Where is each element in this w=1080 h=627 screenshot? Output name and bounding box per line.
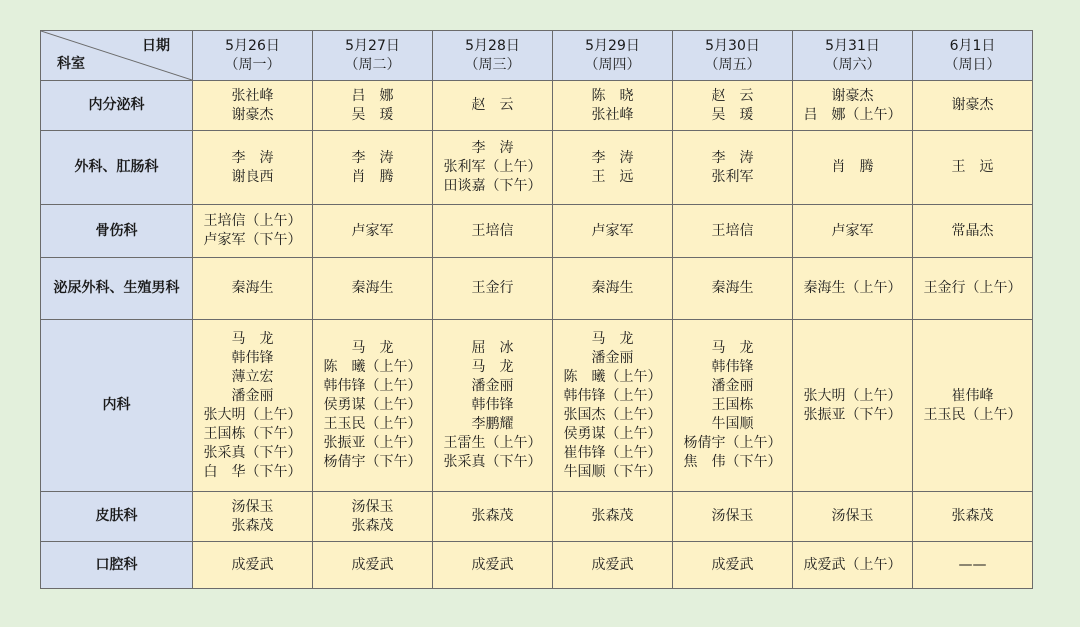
doctor-entry: 赵 云 <box>471 97 514 113</box>
schedule-cell <box>793 81 913 131</box>
schedule-body <box>41 81 1033 589</box>
schedule-cell <box>913 131 1033 205</box>
schedule-cell <box>313 205 433 258</box>
day-header <box>913 31 1033 81</box>
doctor-entry: 成爱武 <box>231 556 274 573</box>
dept-cell <box>41 320 193 492</box>
doctor-entry: 牛国顺 <box>711 416 754 432</box>
table-row <box>41 542 1033 589</box>
table-row <box>41 131 1033 205</box>
dept-label: 皮肤科 <box>95 508 138 524</box>
schedule-cell <box>193 205 313 258</box>
schedule-cell <box>913 542 1033 589</box>
doctor-entry: 卢家军 <box>591 222 634 239</box>
schedule-cell <box>313 542 433 589</box>
schedule-cell <box>913 258 1033 320</box>
schedule-cell <box>313 258 433 320</box>
doctor-entry: 侯勇谋（上午） <box>563 425 662 442</box>
doctor-entry: 李鹏耀 <box>471 416 514 432</box>
table-row <box>41 81 1033 131</box>
doctor-entry: 杨倩宇（下午） <box>323 454 422 470</box>
doctor-entry: 肖 腾 <box>831 159 874 175</box>
dept-label: 泌尿外科、生殖男科 <box>53 280 180 296</box>
doctor-entry: 薄立宏 <box>231 368 274 385</box>
day-header <box>553 31 673 81</box>
day-weekday: （周一） <box>224 56 281 73</box>
doctor-entry: 汤保玉 <box>711 508 754 524</box>
doctor-entry: 马 龙 <box>591 330 634 347</box>
day-weekday: （周日） <box>944 56 1001 73</box>
dept-label: 外科、肛肠科 <box>74 159 159 175</box>
schedule-cell <box>313 81 433 131</box>
doctor-entry: 杨倩宇（上午） <box>683 435 782 451</box>
doctor-entry: 张振亚（下午） <box>803 406 902 423</box>
doctor-entry: 谢良西 <box>231 168 274 185</box>
schedule-cell <box>913 205 1033 258</box>
dept-cell <box>41 81 193 131</box>
day-date: 5月30日 <box>705 37 760 54</box>
doctor-entry: 张森茂 <box>351 517 394 534</box>
duty-schedule-table <box>40 30 1033 589</box>
doctor-entry: 陈 曦（上午） <box>323 359 422 375</box>
day-date: 5月29日 <box>585 37 640 54</box>
doctor-entry: 谢豪杰 <box>831 87 874 104</box>
doctor-entry: 张社峰 <box>591 106 634 123</box>
doctor-entry: 王雷生（上午） <box>443 435 542 451</box>
doctor-entry: 卢家军（下午） <box>203 232 302 248</box>
doctor-entry: 张采真（下午） <box>443 454 542 470</box>
schedule-cell <box>553 205 673 258</box>
day-date: 6月1日 <box>949 37 996 54</box>
doctor-entry: 王玉民（上午） <box>323 416 422 432</box>
doctor-entry: 张森茂 <box>471 508 514 524</box>
schedule-cell <box>553 492 673 542</box>
doctor-entry: —— <box>958 556 987 573</box>
day-date: 5月26日 <box>225 37 280 54</box>
schedule-cell <box>193 81 313 131</box>
doctor-entry: 秦海生 <box>231 280 274 296</box>
schedule-cell <box>193 258 313 320</box>
schedule-cell <box>433 131 553 205</box>
doctor-entry: 李 涛 <box>351 149 394 166</box>
dept-cell <box>41 492 193 542</box>
doctor-entry: 陈 晓 <box>591 87 634 104</box>
doctor-entry: 陈 曦（上午） <box>563 368 662 385</box>
schedule-cell <box>673 258 793 320</box>
day-date: 5月28日 <box>465 37 520 54</box>
doctor-entry: 张采真（下午） <box>203 444 302 461</box>
doctor-entry: 秦海生 <box>591 280 634 296</box>
schedule-cell <box>313 320 433 492</box>
schedule-cell <box>433 492 553 542</box>
schedule-cell <box>673 320 793 492</box>
doctor-entry: 常晶杰 <box>951 222 994 239</box>
doctor-entry: 焦 伟（下午） <box>683 454 782 470</box>
doctor-entry: 王培信 <box>471 222 514 239</box>
schedule-cell <box>793 258 913 320</box>
day-header <box>433 31 553 81</box>
day-header <box>313 31 433 81</box>
day-date: 5月31日 <box>825 37 880 54</box>
schedule-cell <box>193 542 313 589</box>
doctor-entry: 张森茂 <box>591 508 634 524</box>
dept-label: 口腔科 <box>95 556 138 573</box>
schedule-cell <box>193 492 313 542</box>
corner-dept-label: 科室 <box>57 56 85 72</box>
doctor-entry: 潘金丽 <box>471 378 514 394</box>
doctor-entry: 卢家军 <box>351 222 394 239</box>
doctor-entry: 吴 瑗 <box>711 106 754 123</box>
doctor-entry: 潘金丽 <box>591 349 634 366</box>
day-header <box>673 31 793 81</box>
dept-cell <box>41 258 193 320</box>
table-row <box>41 320 1033 492</box>
schedule-cell <box>313 492 433 542</box>
schedule-cell <box>913 492 1033 542</box>
dept-label: 内分泌科 <box>88 97 145 113</box>
doctor-entry: 张森茂 <box>951 508 994 524</box>
schedule-cell <box>553 258 673 320</box>
schedule-cell <box>793 542 913 589</box>
schedule-cell <box>313 131 433 205</box>
dept-cell <box>41 205 193 258</box>
doctor-entry: 屈 冰 <box>471 340 514 356</box>
doctor-entry: 王培信（上午） <box>203 213 302 229</box>
doctor-entry: 李 涛 <box>591 149 634 166</box>
doctor-entry: 马 龙 <box>231 330 274 347</box>
schedule-cell <box>673 131 793 205</box>
doctor-entry: 秦海生 <box>351 280 394 296</box>
corner-date-label: 日期 <box>142 38 170 54</box>
schedule-cell <box>433 81 553 131</box>
doctor-entry: 崔伟峰 <box>951 387 994 404</box>
doctor-entry: 马 龙 <box>351 340 394 356</box>
doctor-entry: 马 龙 <box>471 359 514 375</box>
doctor-entry: 汤保玉 <box>831 508 874 524</box>
doctor-entry: 王国栋 <box>711 397 754 413</box>
doctor-entry: 侯勇谋（上午） <box>323 397 422 413</box>
schedule-cell <box>913 320 1033 492</box>
schedule-cell <box>433 320 553 492</box>
schedule-cell <box>193 320 313 492</box>
doctor-entry: 王国栋（下午） <box>203 425 302 442</box>
doctor-entry: 张国杰（上午） <box>563 406 662 423</box>
doctor-entry: 王培信 <box>711 222 754 239</box>
doctor-entry: 谢豪杰 <box>951 97 994 113</box>
day-weekday: （周三） <box>464 56 521 73</box>
doctor-entry: 张社峰 <box>231 87 274 104</box>
doctor-entry: 秦海生 <box>711 280 754 296</box>
header-row <box>41 31 1033 81</box>
doctor-entry: 韩伟锋（上午） <box>323 378 422 394</box>
corner-header <box>41 31 193 81</box>
doctor-entry: 张森茂 <box>231 517 274 534</box>
doctor-entry: 成爱武 <box>591 556 634 573</box>
schedule-cell <box>553 81 673 131</box>
doctor-entry: 韩伟锋 <box>711 359 754 375</box>
doctor-entry: 卢家军 <box>831 222 874 239</box>
schedule-cell <box>433 258 553 320</box>
doctor-entry: 肖 腾 <box>351 168 394 185</box>
schedule-cell <box>673 492 793 542</box>
doctor-entry: 成爱武 <box>711 556 754 573</box>
doctor-entry: 谢豪杰 <box>231 106 274 123</box>
doctor-entry: 王金行（上午） <box>923 280 1022 296</box>
schedule-cell <box>913 81 1033 131</box>
doctor-entry: 崔伟锋（上午） <box>563 444 662 461</box>
table-row <box>41 205 1033 258</box>
schedule-cell <box>793 205 913 258</box>
doctor-entry: 汤保玉 <box>231 498 274 515</box>
dept-cell <box>41 542 193 589</box>
doctor-entry: 马 龙 <box>711 340 754 356</box>
schedule-cell <box>553 131 673 205</box>
schedule-cell <box>433 205 553 258</box>
doctor-entry: 牛国顺（下午） <box>563 463 662 480</box>
doctor-entry: 白 华（下午） <box>203 463 302 480</box>
doctor-entry: 张利军 <box>711 168 754 185</box>
doctor-entry: 韩伟锋 <box>231 349 274 366</box>
schedule-cell <box>433 542 553 589</box>
schedule-cell <box>673 205 793 258</box>
schedule-cell <box>193 131 313 205</box>
doctor-entry: 王 远 <box>591 168 634 185</box>
day-weekday: （周四） <box>584 56 641 73</box>
schedule-cell <box>673 81 793 131</box>
doctor-entry: 韩伟锋 <box>471 397 514 413</box>
table-row <box>41 492 1033 542</box>
schedule-cell <box>673 542 793 589</box>
schedule-cell <box>793 131 913 205</box>
day-weekday: （周二） <box>344 56 401 73</box>
doctor-entry: 吴 瑗 <box>351 106 394 123</box>
doctor-entry: 吕 娜 <box>351 87 394 104</box>
schedule-cell <box>553 320 673 492</box>
doctor-entry: 赵 云 <box>711 87 754 104</box>
dept-cell <box>41 131 193 205</box>
schedule-cell <box>793 320 913 492</box>
doctor-entry: 成爱武 <box>351 556 394 573</box>
schedule-cell <box>553 542 673 589</box>
day-header <box>193 31 313 81</box>
doctor-entry: 王玉民（上午） <box>923 406 1022 423</box>
doctor-entry: 秦海生（上午） <box>803 280 902 296</box>
table-row <box>41 258 1033 320</box>
schedule-cell <box>793 492 913 542</box>
doctor-entry: 吕 娜（上午） <box>803 106 902 123</box>
dept-label: 内科 <box>102 397 131 413</box>
doctor-entry: 田谈嘉（下午） <box>443 178 542 194</box>
doctor-entry: 张利军（上午） <box>443 159 542 175</box>
doctor-entry: 张振亚（上午） <box>323 435 422 451</box>
doctor-entry: 韩伟锋（上午） <box>563 387 662 404</box>
day-weekday: （周五） <box>704 56 761 73</box>
doctor-entry: 成爱武（上午） <box>803 556 902 573</box>
doctor-entry: 李 涛 <box>471 140 514 156</box>
doctor-entry: 李 涛 <box>231 149 274 166</box>
day-date: 5月27日 <box>345 37 400 54</box>
doctor-entry: 汤保玉 <box>351 498 394 515</box>
day-header <box>793 31 913 81</box>
doctor-entry: 张大明（上午） <box>803 387 902 404</box>
doctor-entry: 潘金丽 <box>231 387 274 404</box>
doctor-entry: 王金行 <box>471 280 514 296</box>
dept-label: 骨伤科 <box>95 222 138 239</box>
doctor-entry: 张大明（上午） <box>203 406 302 423</box>
doctor-entry: 潘金丽 <box>711 378 754 394</box>
doctor-entry: 成爱武 <box>471 556 514 573</box>
doctor-entry: 王 远 <box>951 159 994 175</box>
doctor-entry: 李 涛 <box>711 149 754 166</box>
day-weekday: （周六） <box>824 56 881 73</box>
